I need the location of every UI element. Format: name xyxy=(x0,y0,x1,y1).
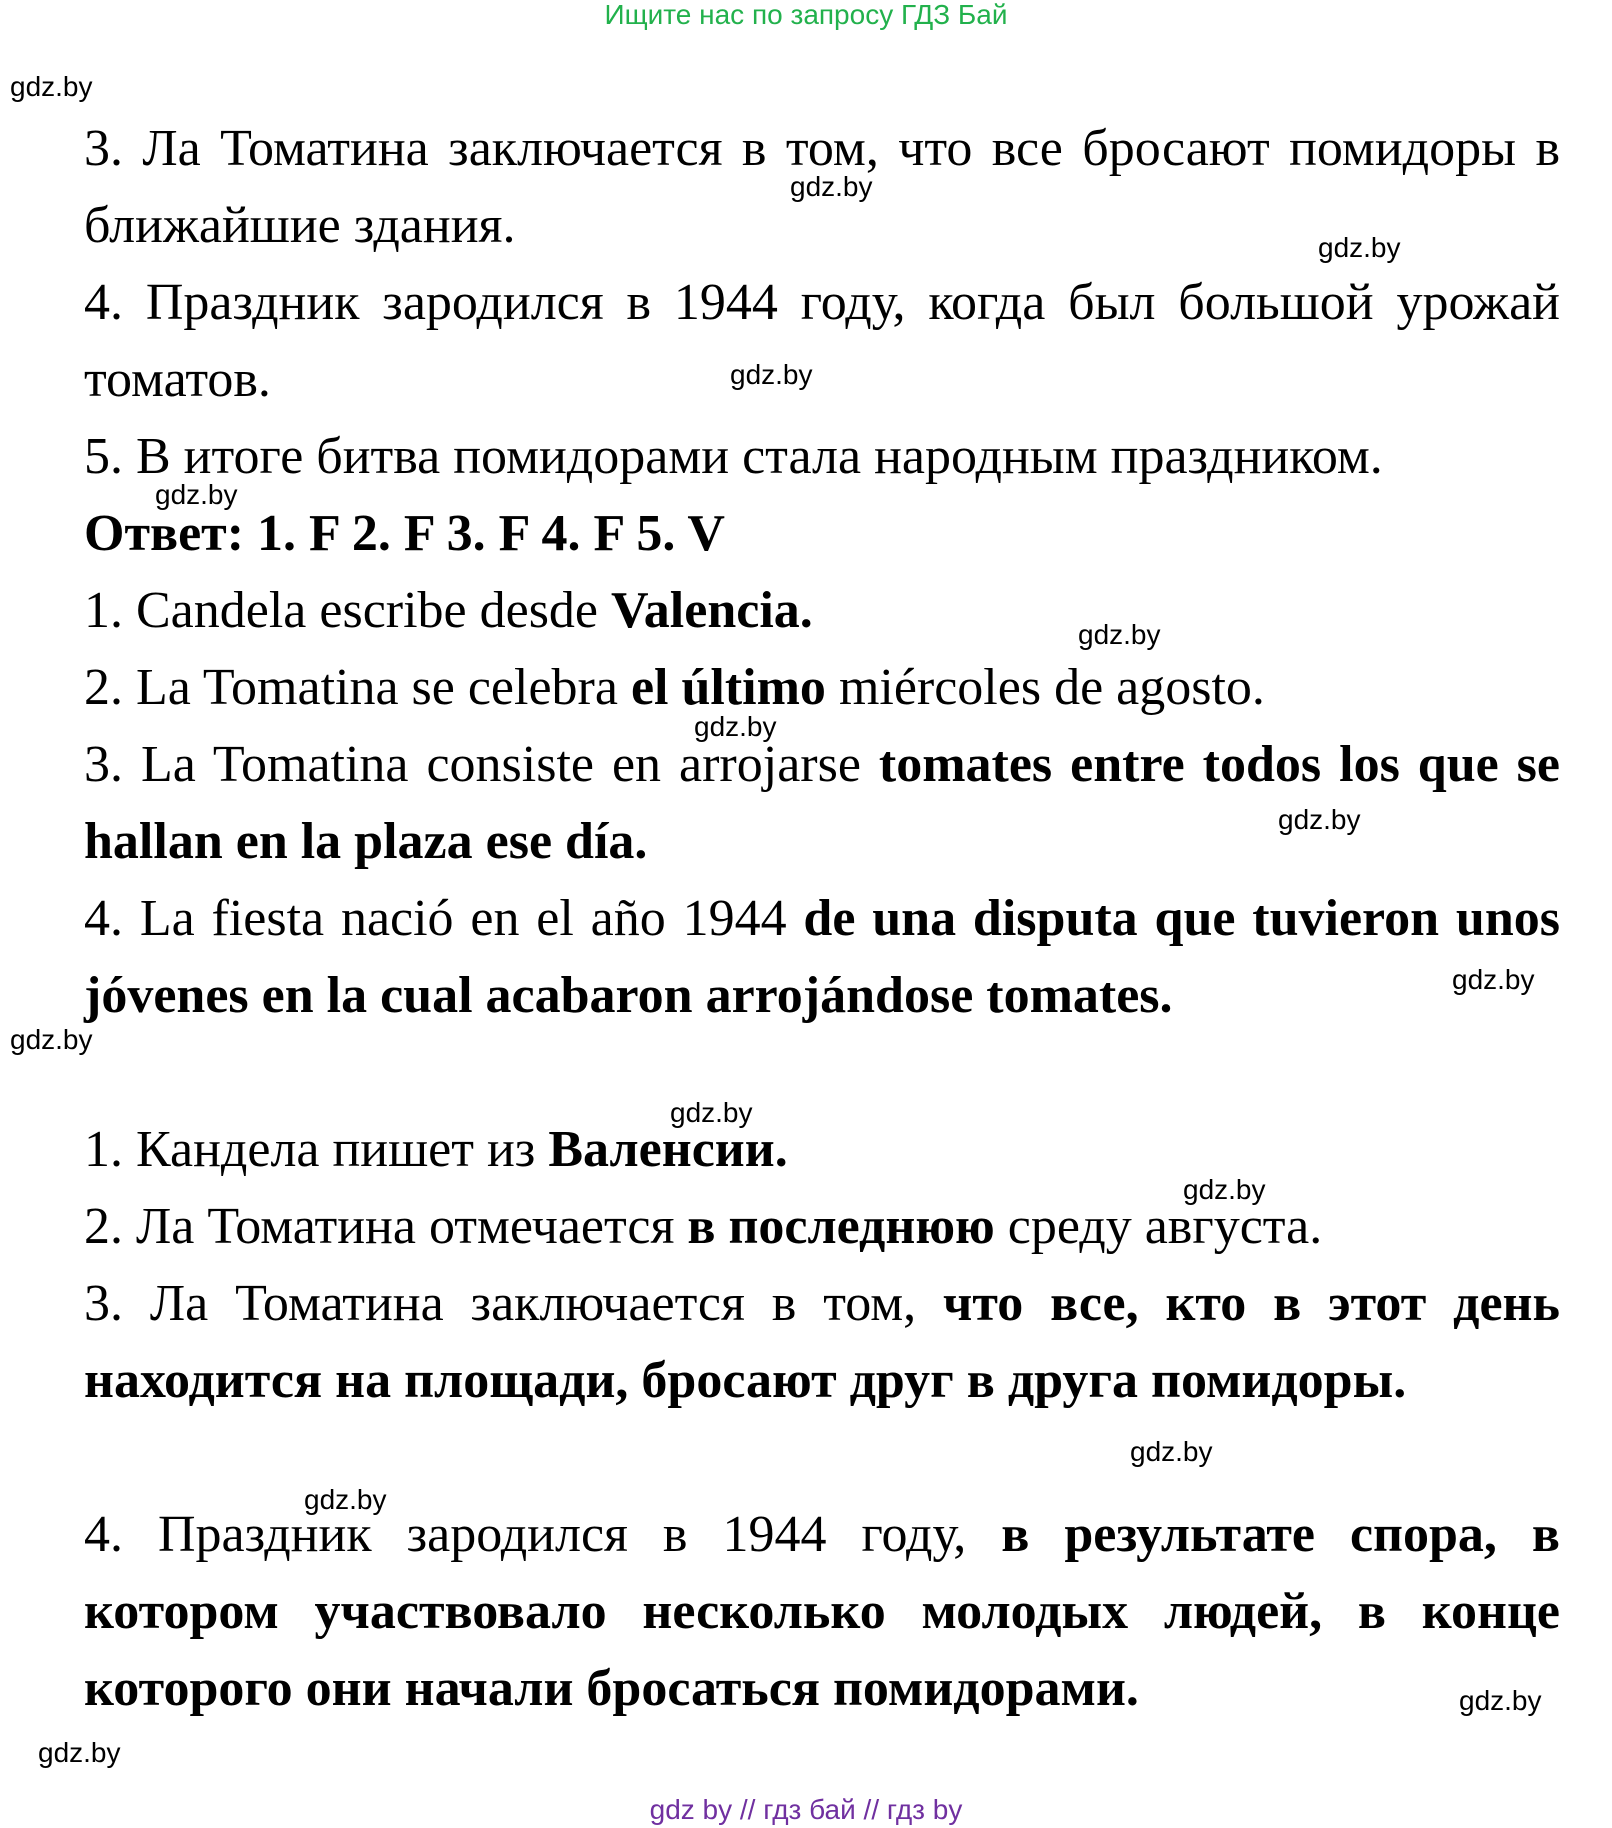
watermark: gdz.by xyxy=(670,1097,753,1128)
russian-correction-2-tail: среду августа. xyxy=(994,1198,1323,1255)
watermark: gdz.by xyxy=(10,1024,93,1055)
spanish-correction-2-answer: el último xyxy=(630,659,826,716)
watermark: gdz.by xyxy=(304,1484,387,1515)
spanish-correction-2-text: 2. La Tomatina se celebra xyxy=(84,659,631,716)
watermark: gdz.by xyxy=(1459,1685,1542,1716)
russian-correction-2 xyxy=(84,1188,1560,1265)
spanish-correction-3 xyxy=(84,726,1560,880)
watermark: gdz.by xyxy=(1452,964,1535,995)
russian-correction-3-text: 3. Ла Томатина заключается в том, xyxy=(84,1275,944,1332)
watermark: gdz.by xyxy=(1078,619,1161,650)
watermark: gdz.by xyxy=(730,359,813,390)
russian-correction-3-answer: что все, кто в этот день находится на площади, бросают друг в друга помидоры. xyxy=(84,1275,1561,1409)
spanish-correction-4-answer: de una disputa que tuvieron unos jóvenes en la cual acabaron arrojándose tomates. xyxy=(84,890,1561,1024)
russian-correction-3 xyxy=(84,1265,1560,1419)
header-banner: Ищите нас по запросу ГДЗ Бай xyxy=(604,0,1008,30)
watermark: gdz.by xyxy=(1278,804,1361,835)
russian-correction-4-text: 4. Праздник зародился в 1944 году, xyxy=(84,1506,1002,1563)
russian-correction-1-answer: Валенсии. xyxy=(548,1121,788,1178)
spanish-correction-2-tail: miércoles de agosto. xyxy=(825,659,1265,716)
russian-correction-4-answer: в результате спора, в котором участвовало несколько молодых людей, в конце которого они начали бросаться помидорами. xyxy=(84,1506,1560,1717)
watermark: gdz.by xyxy=(155,479,238,510)
footer-links[interactable]: gdz by // гдз бай // гдз by xyxy=(649,1794,963,1825)
watermark: gdz.by xyxy=(38,1737,121,1768)
spanish-correction-3-answer: tomates entre todos los que se hallan en la plaza ese día. xyxy=(84,736,1560,870)
spanish-correction-1 xyxy=(84,572,1560,649)
spanish-correction-4-text: 4. La fiesta nació en el año 1944 xyxy=(84,890,804,947)
watermark: gdz.by xyxy=(1183,1174,1266,1205)
watermark: gdz.by xyxy=(1130,1436,1213,1467)
russian-correction-1-text: 1. Кандела пишет из xyxy=(84,1121,549,1178)
watermark: gdz.by xyxy=(790,171,873,202)
spanish-correction-4 xyxy=(84,880,1560,1034)
watermark: gdz.by xyxy=(694,711,777,742)
spanish-correction-1-text: 1. Candela escribe desde xyxy=(84,582,612,639)
statement-3: 3. Ла Томатина заключается в том, что все бросают помидоры в ближайшие здания. xyxy=(84,120,1560,254)
russian-correction-2-answer: в последнюю xyxy=(687,1198,995,1255)
watermark: gdz.by xyxy=(10,71,93,102)
watermark: gdz.by xyxy=(1318,232,1401,263)
russian-correction-4 xyxy=(84,1496,1560,1727)
statement-4: 4. Праздник зародился в 1944 году, когда был большой урожай томатов. xyxy=(84,274,1560,408)
spanish-correction-3-text: 3. La Tomatina consiste en arrojarse xyxy=(84,736,879,793)
answer-line: Ответ: 1. F 2. F 3. F 4. F 5. V xyxy=(84,505,725,562)
russian-correction-1 xyxy=(84,1111,1560,1188)
statement-5: 5. В итоге битва помидорами стала народным праздником. xyxy=(84,428,1383,485)
spanish-correction-2 xyxy=(84,649,1560,726)
spanish-correction-1-answer: Valencia. xyxy=(611,582,813,639)
russian-correction-2-text: 2. Ла Томатина отмечается xyxy=(84,1198,688,1255)
